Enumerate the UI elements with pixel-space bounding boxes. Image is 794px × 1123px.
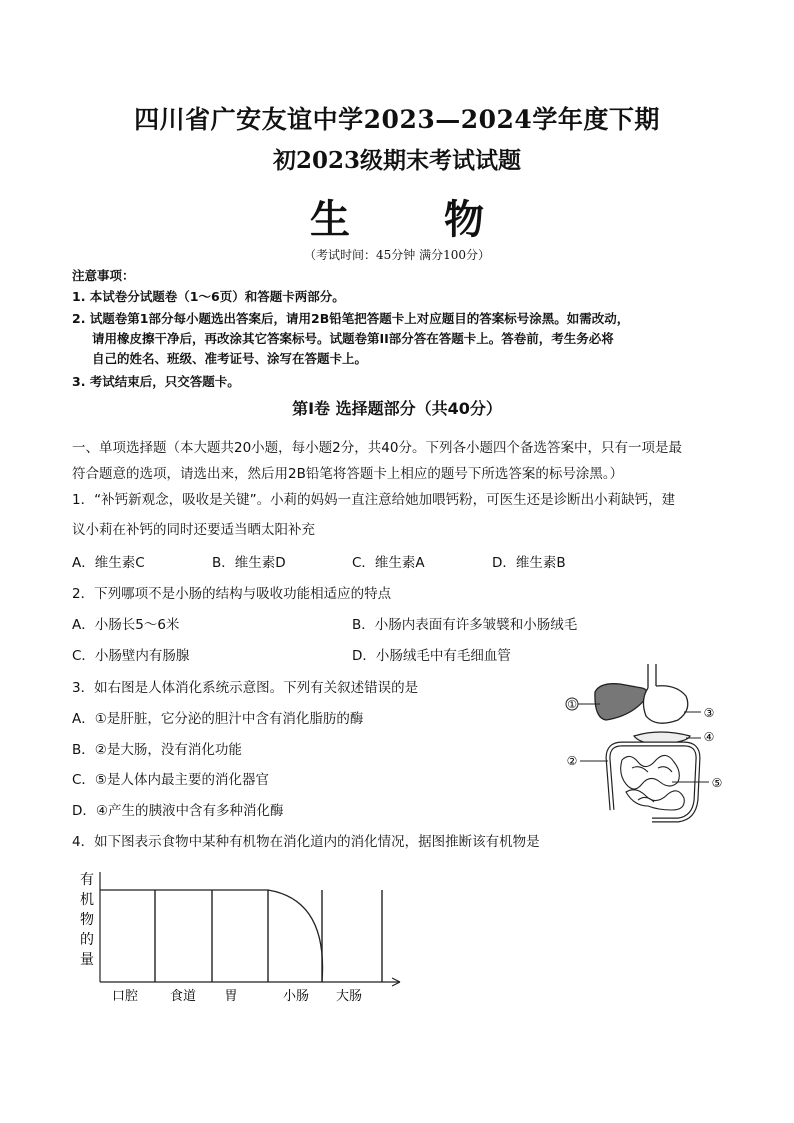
exam-title-line1: 四川省广安友谊中学2023—2024学年度下期 xyxy=(134,105,660,134)
chart-x-tick-label: 食道 xyxy=(169,989,197,1004)
note-2-line2: 请用橡皮擦干净后，再改涂其它答案标号。试题卷第II部分答在答题卡上。答卷前，考生务必将 xyxy=(92,331,614,346)
q3-option-b: B．②是大肠，没有消化功能 xyxy=(72,742,242,758)
chart-x-tick-label: 口腔 xyxy=(111,989,139,1004)
stomach-shape xyxy=(643,686,687,723)
label-2: ② xyxy=(566,754,578,768)
question-3: 3．如右图是人体消化系统示意图。下列有关叙述错误的是 xyxy=(72,680,419,696)
q1-option-b: B．维生素D xyxy=(212,555,286,571)
note-2-line3: 自己的姓名、班级、准考证号、涂写在答题卡上。 xyxy=(92,351,368,366)
q1-option-a: A．维生素C xyxy=(72,555,145,571)
note-2-line1: 2. 试题卷第1部分每小题选出答案后，请用2B铅笔把答题卡上对应题目的答案标号涂黑。如需改动， xyxy=(72,311,630,326)
section-title: 第Ⅰ卷 选择题部分（共40分） xyxy=(292,399,502,418)
note-3: 3. 考试结束后，只交答题卡。 xyxy=(72,374,240,389)
section-instructions-line2: 符合题意的选项，请选出来，然后用2B铅笔将答题卡上相应的题号下所选答案的标号涂黑。） xyxy=(72,466,624,482)
label-5: ⑤ xyxy=(711,776,723,790)
esophagus-shape xyxy=(648,664,656,688)
notes-heading: 注意事项： xyxy=(72,268,135,283)
q2-option-d: D．小肠绒毛中有毛细血管 xyxy=(352,648,511,664)
chart-y-label: 有机物的量 xyxy=(80,872,94,968)
q3-option-c: C．⑤是人体内最主要的消化器官 xyxy=(72,772,270,788)
chart-x-tick-label: 大肠 xyxy=(335,989,363,1004)
q1-option-c: C．维生素A xyxy=(352,555,425,571)
liver-shape xyxy=(595,684,647,720)
label-1: ① xyxy=(567,698,577,711)
q2-option-c: C．小肠壁内有肠腺 xyxy=(72,648,190,664)
exam-title-line2: 初2023级期末考试试题 xyxy=(272,147,521,174)
small-intestine-shape xyxy=(621,755,685,810)
digestive-system-diagram xyxy=(560,660,730,830)
section-instructions-line1: 一、单项选择题（本大题共20小题，每小题2分，共40分。下列各小题四个备选答案中，只有一项是最 xyxy=(72,440,682,456)
label-3: ③ xyxy=(703,706,715,720)
digestion-chart xyxy=(60,860,420,1010)
q3-option-a: A．①是肝脏，它分泌的胆汁中含有消化脂肪的酶 xyxy=(72,711,364,727)
q2-option-b: B．小肠内表面有许多皱襞和小肠绒毛 xyxy=(352,617,578,633)
chart-x-tick-label: 小肠 xyxy=(282,989,310,1004)
chart-x-tick-label: 胃 xyxy=(224,989,238,1004)
question-1-line2: 议小莉在补钙的同时还要适当晒太阳补充 xyxy=(72,522,315,538)
exam-time-info: （考试时间：45分钟 满分100分） xyxy=(304,248,490,262)
chart-series-line xyxy=(100,890,323,982)
q1-option-d: D．维生素B xyxy=(492,555,566,571)
question-4: 4．如下图表示食物中某种有机物在消化道内的消化情况，据图推断该有机物是 xyxy=(72,834,540,850)
question-2: 2．下列哪项不是小肠的结构与吸收功能相适应的特点 xyxy=(72,586,392,602)
label-4: ④ xyxy=(703,730,715,744)
q2-option-a: A．小肠长5～6米 xyxy=(72,617,180,633)
question-1-line1: 1．“补钙新观念，吸收是关键”。小莉的妈妈一直注意给她加喂钙粉，可医生还是诊断出小莉缺钙，建 xyxy=(72,492,676,508)
note-1: 1. 本试卷分试题卷（1～6页）和答题卡两部分。 xyxy=(72,289,345,304)
q3-option-d: D．④产生的胰液中含有多种消化酶 xyxy=(72,803,284,819)
subject-title: 生 物 xyxy=(310,196,524,243)
